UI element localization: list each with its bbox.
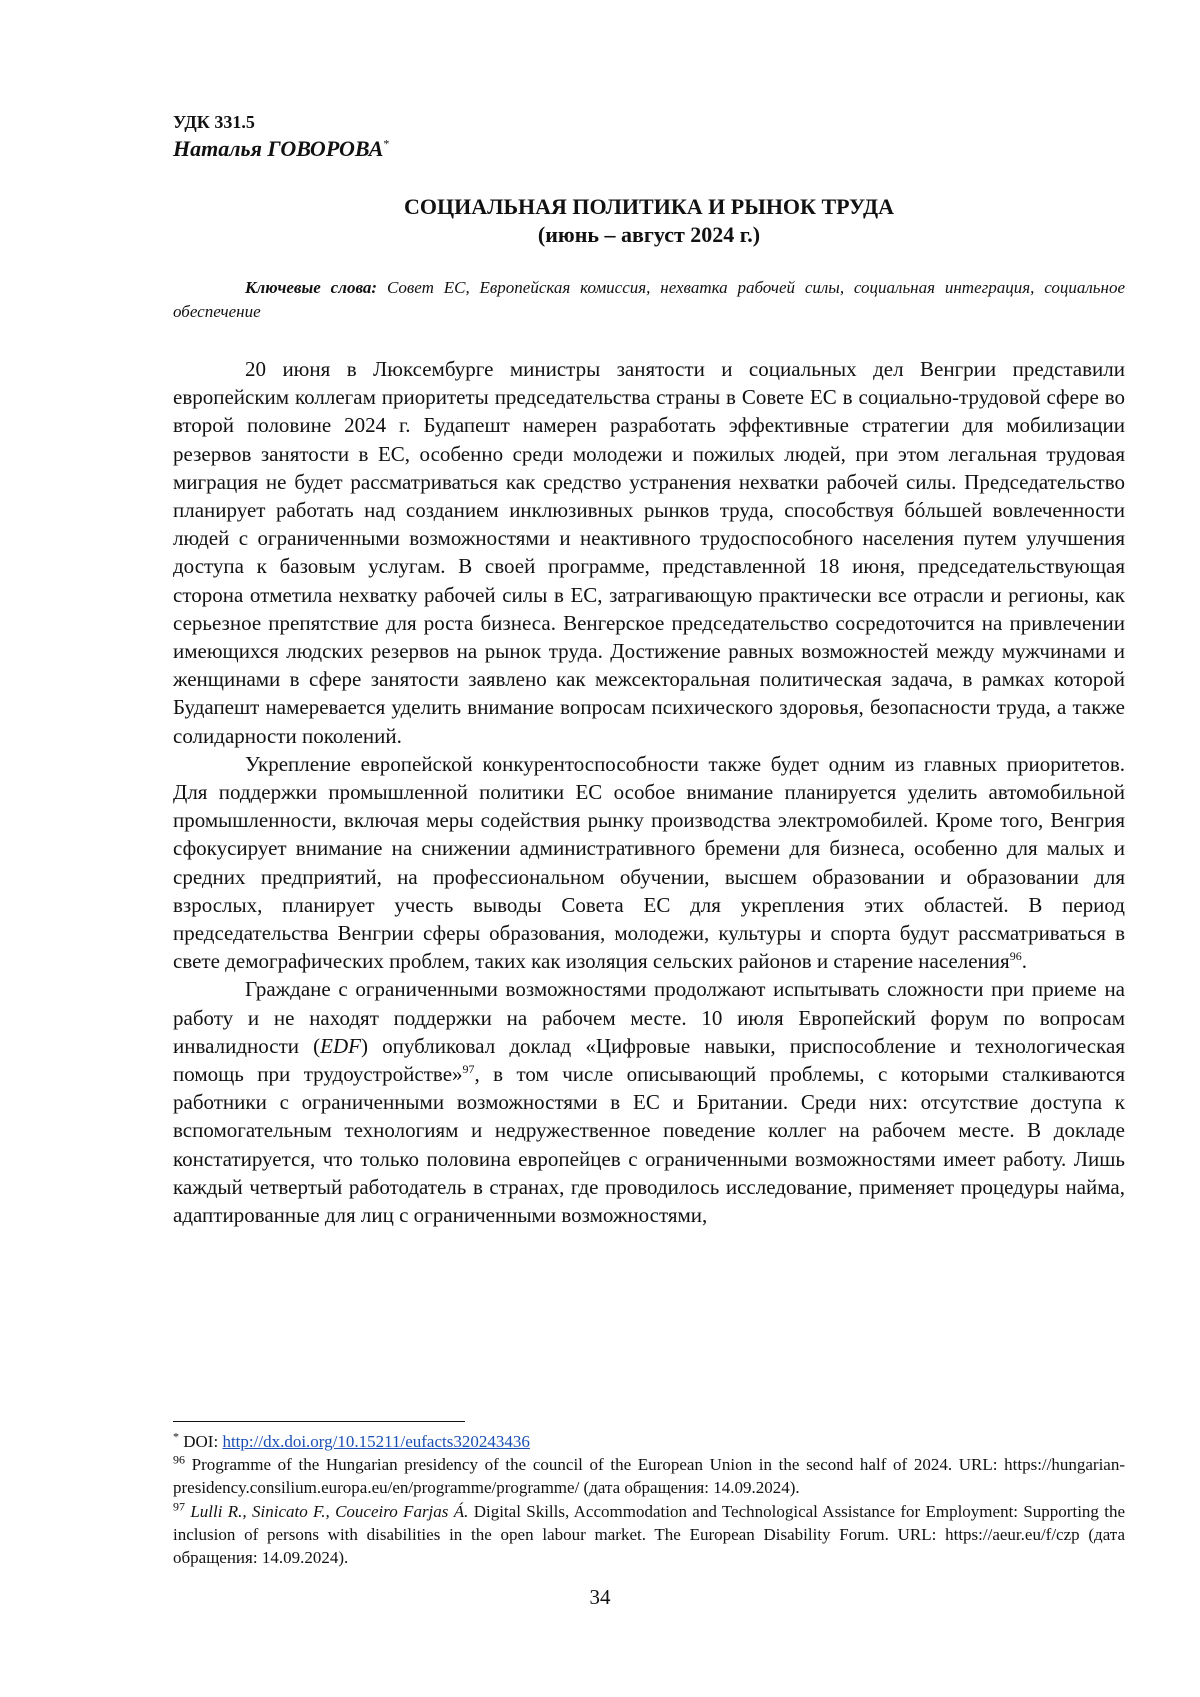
article-title: СОЦИАЛЬНАЯ ПОЛИТИКА И РЫНОК ТРУДА <box>403 194 895 219</box>
paragraph-3-text-c: , в том числе описывающий проблемы, с которыми сталкиваются работники с ограниченными возможностями в ЕС и Британии. Среди них: отсутствие доступа к вспомогательным технологиям и недружественное поведение коллег на рабочем месте. В докладе констатируется, что только половина европейцев с ограниченными возможностями имеет работу. Лишь каждый четвертый работодатель в странах, где проводилось исследование, применяет процедуры найма, адаптированные для лиц с ограниченными возможностями, <box>173 1062 1125 1228</box>
footnote-mark: * <box>173 1429 179 1444</box>
footnote-96 <box>173 1453 1125 1499</box>
footnote-97-text: Digital Skills, Accommodation and Technological Assistance for Employment: Supporting the inclusion of persons with disabilities in the open labour market. The European Disability Forum. URL: https://aeur.eu/f/czp (дата обращения: 14.09.2024). <box>173 1501 1126 1568</box>
article-period: (июнь – август 2024 г.) <box>537 222 761 247</box>
author-text: Наталья ГОВОРОВА <box>173 136 384 161</box>
keywords-label: Ключевые слова: <box>245 278 378 297</box>
paragraph-1: 20 июня в Люксембурге министры занятости и социальных дел Венгрии представили европейским коллегам приоритеты председательства страны в Совете ЕС в социально-трудовой сфере во второй половине 2024 г. Будапешт намерен разработать эффективные стратегии для мобилизации резервов занятости в ЕС, особенно среди молодежи и пожилых людей, при этом легальная трудовая миграция не будет рассматриваться как средство устранения нехватки рабочей силы. Председательство планирует работать над созданием инклюзивных рынков труда, способствуя бóльшей вовлеченности людей с ограниченными возможностями и неактивного трудоспособного населения путем улучшения доступа к базовым услугам. В своей программе, представленной 18 июня, председательствующая сторона отметила нехватку рабочей силы в ЕС, затрагивающую практически все отрасли и регионы, как серьезное препятствие для роста бизнеса. Венгерское председательство сосредоточится на привлечении имеющихся людских резервов на рынок труда. Достижение равных возможностей между мужчинами и женщинами в сфере занятости заявлено как межсекторальная политическая задача, в рамках которой Будапешт намеревается уделить внимание вопросам психического здоровья, безопасности труда, а также солидарности поколений. <box>173 357 1125 748</box>
footnote-mark: 97 <box>173 1498 185 1513</box>
footnote-doi <box>173 1430 1125 1453</box>
footnote-97-authors: Lulli R., Sinicato F., Couceiro Farjas Á. <box>190 1501 469 1521</box>
paragraph-2 <box>173 750 1125 976</box>
footnote-96-text: Programme of the Hungarian presidency of the council of the European Union in the second half of 2024. URL: https://hungarian-presidency.consilium.europa.eu/en/programme/programme/ (дата обращения: 14.09.2024). <box>173 1455 1126 1498</box>
footnotes <box>173 1430 1125 1569</box>
paragraph-3-text-a: Граждане с ограниченными возможностями продолжают испытывать сложности при приеме на работу и не находят поддержки на рабочем месте. 10 июля Европейский форум по вопросам инвалидности ( <box>173 977 1125 1058</box>
doi-link[interactable]: http://dx.doi.org/10.15211/eufacts320243436 <box>222 1432 530 1451</box>
paragraph-2-end: . <box>1021 949 1027 974</box>
footnote-divider <box>173 1421 465 1422</box>
footnote-ref-97[interactable]: 97 <box>462 1062 475 1077</box>
edf-abbrev: EDF <box>320 1033 361 1058</box>
footnote-mark: 96 <box>173 1452 185 1467</box>
page-number: 34 <box>589 1585 611 1609</box>
paragraph-3 <box>173 975 1125 1229</box>
article-body <box>173 355 1125 1229</box>
author-name <box>173 136 389 162</box>
paragraph-2-text: Укрепление европейской конкурентоспособности также будет одним из главных приоритетов. Для поддержки промышленной политики ЕС особое внимание планируется уделить автомобильной промышленности, включая меры содействия рынку производства электромобилей. Кроме того, Венгрия сфокусирует внимание на снижении административного бремени для бизнеса, особенно для малых и средних предприятий, на профессиональном обучении, высшем образовании и образовании для взрослых, планирует учесть выводы Совета ЕС для укрепления этих областей. В период председательства Венгрии сферы образования, молодежи, культуры и спорта будут рассматриваться в свете демографических проблем, таких как изоляция сельских районов и старение населения <box>173 751 1125 974</box>
footnote-97 <box>173 1500 1125 1570</box>
doi-label: DOI: <box>183 1432 223 1451</box>
footnote-ref-96[interactable]: 96 <box>1009 949 1022 964</box>
paragraph-3-text-b: ) опубликовал доклад «Цифровые навыки, приспособление и технологическая помощь при трудоустройстве» <box>173 1033 1125 1087</box>
keywords-text: Совет ЕС, Европейская комиссия, нехватка рабочей силы, социальная интеграция, социальное обеспечение <box>173 278 1125 321</box>
author-footnote-mark[interactable]: * <box>383 136 390 151</box>
udc-code: УДК 331.5 <box>173 112 255 132</box>
keywords <box>173 276 1125 324</box>
